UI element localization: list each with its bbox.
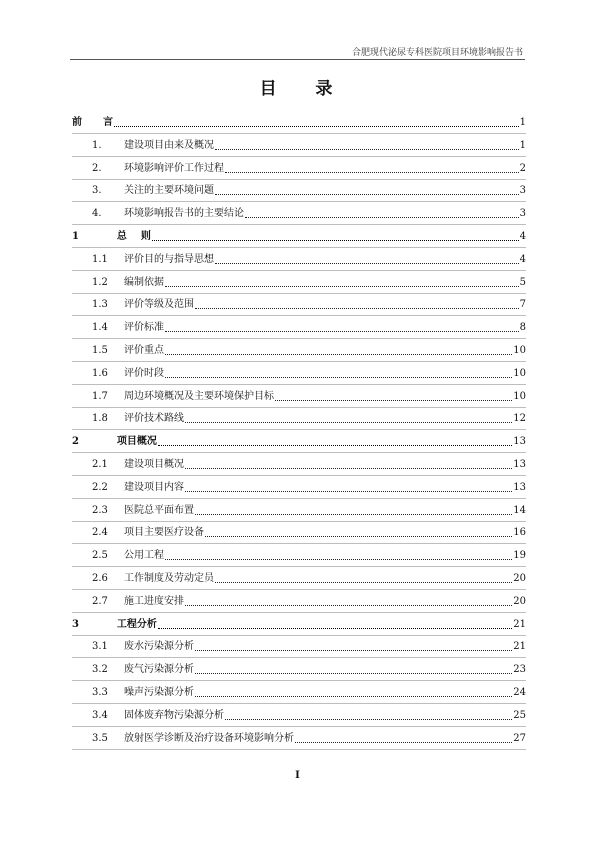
toc-dot-leader (215, 148, 519, 150)
toc-row-separator (72, 521, 526, 522)
toc-section-entry[interactable] (72, 205, 526, 221)
toc-entry-number: 3 (72, 618, 79, 630)
toc-entry-label: 废气污染源分析 (124, 664, 194, 676)
toc-row-separator (72, 726, 526, 727)
toc-entry-page: 5 (519, 276, 526, 288)
toc-entry-label: 建设项目内容 (124, 481, 184, 493)
toc-section-entry[interactable] (72, 137, 526, 153)
toc-entry-page: 20 (513, 595, 526, 607)
toc-dot-leader (165, 558, 512, 560)
toc-entry-page: 1 (519, 117, 526, 128)
toc-row-separator (72, 361, 526, 362)
toc-entry-number: 1.4 (92, 322, 108, 334)
toc-entry-number: 前 (72, 117, 82, 128)
toc-entry-label: 关注的主要环境问题 (124, 185, 214, 197)
toc-entry-page: 10 (513, 345, 526, 356)
toc-section-entry[interactable] (72, 319, 526, 335)
toc-entry-label: 建设项目由来及概况 (124, 139, 214, 151)
toc-entry-label: 施工进度安排 (124, 595, 184, 607)
toc-row-separator (72, 133, 526, 134)
toc-entry-number: 1.3 (92, 299, 108, 311)
toc-entry-label: 环境影响报告书的主要结论 (124, 208, 244, 220)
toc-entry-number: 3.3 (92, 687, 108, 698)
toc-section-entry[interactable] (72, 638, 526, 654)
toc-entry-number: 2.4 (92, 527, 108, 539)
toc-row-separator (72, 224, 526, 225)
toc-entry-page: 8 (519, 322, 526, 334)
toc-row-separator (72, 179, 526, 180)
toc-dot-leader (152, 239, 519, 241)
toc-section-entry[interactable] (72, 160, 526, 176)
toc-row-separator (72, 201, 526, 202)
toc-entry-page: 4 (519, 253, 526, 265)
toc-dot-leader (185, 490, 512, 492)
toc-dot-leader (158, 627, 512, 629)
toc-section-entry[interactable] (72, 661, 526, 677)
toc-dot-leader (205, 535, 512, 537)
toc-dot-leader (225, 718, 512, 720)
toc-section-entry[interactable] (72, 502, 526, 518)
toc-row-separator (72, 703, 526, 704)
toc-section-entry[interactable] (72, 251, 526, 267)
toc-entry-number: 1.5 (92, 345, 108, 356)
toc-row-separator (72, 657, 526, 658)
toc-entry-label: 固体废弃物污染源分析 (124, 709, 224, 721)
toc-entry-number: 1.6 (92, 367, 108, 379)
toc-entry-number: 3.5 (92, 732, 108, 744)
toc-entry-page: 7 (519, 299, 526, 311)
toc-section-entry[interactable] (72, 707, 526, 723)
toc-entry-label: 环境影响评价工作过程 (124, 162, 224, 174)
header-rule (70, 59, 525, 60)
toc-entry-number: 2 (72, 436, 79, 448)
toc-dot-leader (195, 695, 512, 697)
toc-row-separator (72, 498, 526, 499)
toc-section-entry[interactable] (72, 296, 526, 312)
toc-dot-leader (215, 262, 519, 264)
toc-row-separator (72, 475, 526, 476)
toc-entry-label: 言 (103, 117, 113, 128)
toc-dot-leader (165, 285, 519, 287)
toc-chapter-entry[interactable] (72, 114, 526, 130)
toc-row-separator (72, 247, 526, 248)
toc-section-entry[interactable] (72, 593, 526, 609)
toc-entry-page: 10 (513, 390, 526, 402)
toc-entry-label: 评价等级及范围 (124, 299, 194, 311)
toc-dot-leader (158, 444, 512, 446)
toc-entry-number: 1.1 (92, 253, 108, 265)
toc-entry-number: 1. (92, 139, 102, 151)
toc-entry-page: 25 (513, 709, 526, 721)
toc-section-entry[interactable] (72, 524, 526, 540)
toc-section-entry[interactable] (72, 342, 526, 358)
toc-entry-number: 1.8 (92, 413, 108, 425)
toc-entry-number: 3.4 (92, 709, 108, 721)
toc-entry-page: 21 (513, 618, 526, 630)
toc-entry-label: 项目主要医疗设备 (124, 527, 204, 539)
toc-entry-page: 19 (513, 550, 526, 562)
toc-section-entry[interactable] (72, 365, 526, 381)
toc-entry-label: 评价时段 (124, 367, 164, 379)
toc-entry-label: 噪声污染源分析 (124, 687, 194, 698)
toc-entry-page: 13 (513, 436, 526, 448)
toc-dot-leader (114, 125, 519, 127)
toc-dot-leader (185, 604, 512, 606)
toc-entry-page: 16 (513, 527, 526, 539)
toc-dot-leader (215, 581, 512, 583)
toc-section-entry[interactable] (72, 388, 526, 404)
toc-row-separator (72, 635, 526, 636)
toc-entry-page: 20 (513, 573, 526, 584)
toc-entry-number: 1 (72, 231, 79, 242)
toc-dot-leader (195, 649, 512, 651)
toc-entry-number: 4. (92, 208, 102, 220)
toc-entry-page: 2 (519, 162, 526, 174)
toc-entry-page: 12 (513, 413, 526, 425)
toc-entry-page: 3 (519, 208, 526, 220)
toc-entry-number: 2.6 (92, 573, 108, 584)
toc-entry-number: 1.2 (92, 276, 108, 288)
toc-row-separator (72, 384, 526, 385)
toc-row-separator (72, 543, 526, 544)
toc-chapter-entry[interactable] (72, 616, 526, 632)
toc-dot-leader (165, 376, 512, 378)
toc-row-separator (72, 566, 526, 567)
toc-entry-page: 10 (513, 367, 526, 379)
toc-entry-label: 建设项目概况 (124, 459, 184, 470)
toc-section-entry[interactable] (72, 410, 526, 426)
toc-entry-label: 项目概况 (103, 436, 157, 448)
toc-dot-leader (215, 193, 519, 195)
toc-dot-leader (185, 467, 512, 469)
toc-row-separator (72, 452, 526, 453)
toc-entry-label: 评价目的与指导思想 (124, 253, 214, 265)
toc-entry-number: 3.1 (92, 641, 108, 653)
toc-entry-page: 3 (519, 185, 526, 197)
toc-dot-leader (295, 741, 512, 743)
toc-dot-leader (165, 330, 519, 332)
toc-dot-leader (195, 513, 512, 515)
toc-row-separator (72, 338, 526, 339)
toc-entry-page: 1 (519, 139, 526, 151)
toc-entry-number: 2.3 (92, 504, 108, 516)
toc-entry-number: 2.7 (92, 595, 108, 607)
toc-entry-page: 23 (513, 664, 526, 676)
toc-row-separator (72, 749, 526, 750)
toc-row-separator (72, 589, 526, 590)
toc-entry-number: 2.1 (92, 459, 108, 470)
toc-section-entry[interactable] (72, 456, 526, 472)
toc-row-separator (72, 315, 526, 316)
toc-entry-page: 14 (513, 504, 526, 516)
toc-dot-leader (165, 353, 512, 355)
toc-row-separator (72, 293, 526, 294)
toc-entry-label: 编制依据 (124, 276, 164, 288)
toc-dot-leader (245, 216, 519, 218)
toc-entry-label: 工程分析 (103, 618, 157, 630)
toc-section-entry[interactable] (72, 684, 526, 700)
toc-entry-number: 2. (92, 162, 102, 174)
toc-section-entry[interactable] (72, 479, 526, 495)
toc-entry-number: 1.7 (92, 390, 108, 402)
toc-row-separator (72, 429, 526, 430)
toc-entry-label: 评价技术路线 (124, 413, 184, 425)
toc-chapter-entry[interactable] (72, 228, 526, 244)
toc-entry-page: 13 (513, 481, 526, 493)
toc-entry-label: 废水污染源分析 (124, 641, 194, 653)
toc-entry-label: 周边环境概况及主要环境保护目标 (124, 390, 274, 402)
toc-entry-label: 公用工程 (124, 550, 164, 562)
toc-chapter-entry[interactable] (72, 433, 526, 449)
toc-entry-number: 3.2 (92, 664, 108, 676)
toc-dot-leader (225, 171, 519, 173)
toc-dot-leader (195, 672, 512, 674)
toc-dot-leader (185, 421, 512, 423)
toc-section-entry[interactable] (72, 570, 526, 586)
toc-entry-page: 21 (513, 641, 526, 653)
page-title: 目 录 (259, 79, 336, 99)
toc-entry-page: 4 (519, 231, 526, 242)
toc-entry-number: 2.5 (92, 550, 108, 562)
toc-section-entry[interactable] (72, 547, 526, 563)
toc-entry-label: 总 则 (103, 231, 151, 242)
toc-section-entry[interactable] (72, 182, 526, 198)
toc-entry-page: 13 (513, 459, 526, 470)
toc-entry-label: 医院总平面布置 (124, 504, 194, 516)
toc-row-separator (72, 680, 526, 681)
toc-row-separator (72, 612, 526, 613)
toc-section-entry[interactable] (72, 730, 526, 746)
toc-row-separator (72, 270, 526, 271)
page-number: I (295, 770, 300, 781)
toc-entry-label: 工作制度及劳动定员 (124, 573, 214, 584)
toc-dot-leader (275, 399, 512, 401)
toc-entry-page: 27 (513, 732, 526, 744)
toc-row-separator (72, 156, 526, 157)
toc-entry-label: 放射医学诊断及治疗设备环境影响分析 (124, 732, 294, 744)
toc-entry-label: 评价标准 (124, 322, 164, 334)
running-header: 合肥现代泌尿专科医院项目环境影响报告书 (351, 48, 523, 58)
toc-entry-page: 24 (513, 687, 526, 698)
toc-entry-number: 3. (92, 185, 102, 197)
toc-row-separator (72, 407, 526, 408)
toc-section-entry[interactable] (72, 274, 526, 290)
toc-dot-leader (195, 307, 519, 309)
toc-entry-number: 2.2 (92, 481, 108, 493)
toc-entry-label: 评价重点 (124, 345, 164, 356)
